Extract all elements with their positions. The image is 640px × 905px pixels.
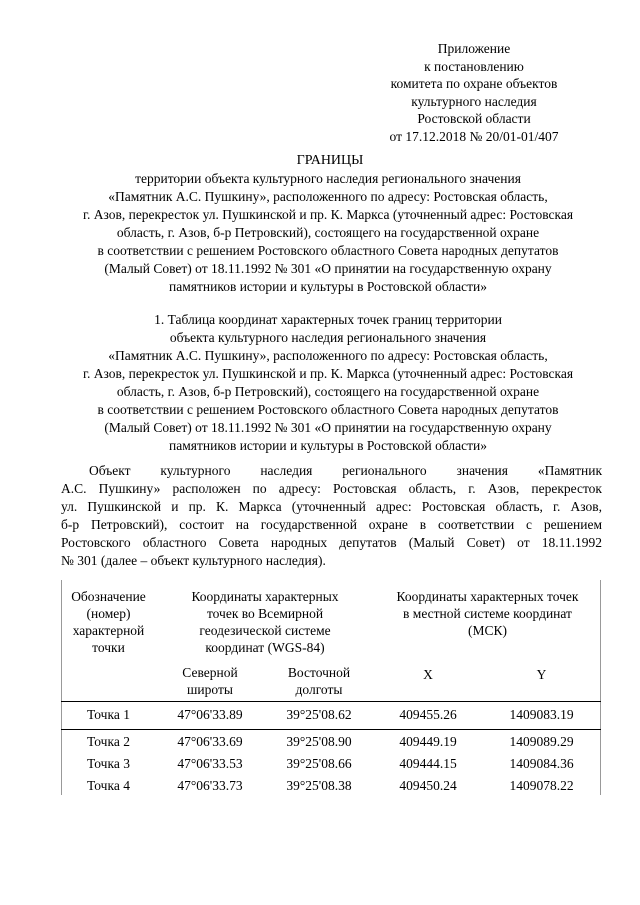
document-title: ГРАНИЦЫ xyxy=(296,153,364,168)
section-line: памятников истории и культуры в Ростовской области» xyxy=(169,438,487,453)
section-heading xyxy=(48,311,608,455)
point-name: Точка 2 xyxy=(87,734,130,749)
subtitle-line: г. Азов, перекресток ул. Пушкинской и пр. К. Маркса (уточненный адрес: Ростовская xyxy=(82,207,574,222)
subtitle-line: территории объекта культурного наследия регионального значения xyxy=(135,171,521,186)
north-latitude: 47°06'33.69 xyxy=(177,734,243,749)
appendix-line: Ростовской области xyxy=(417,111,531,126)
msk-y: 1409078.22 xyxy=(509,778,574,793)
paragraph-line: Ростовского областного Совета народных депутатов (Малый Совет) от 18.11.1992 xyxy=(61,535,602,550)
msk-y: 1409089.29 xyxy=(509,734,574,749)
appendix-line: к постановлению xyxy=(424,58,524,74)
subheader-north: Северной широты xyxy=(182,665,238,697)
appendix-line: культурного наследия xyxy=(411,93,537,109)
msk-y: 1409083.19 xyxy=(509,707,574,722)
document-subtitle xyxy=(48,170,608,296)
msk-x: 409455.26 xyxy=(399,707,457,722)
point-name: Точка 3 xyxy=(87,756,130,771)
body-paragraph xyxy=(61,462,602,570)
appendix-line: Приложение xyxy=(437,41,511,56)
subtitle-line: памятников истории и культуры в Ростовской области» xyxy=(169,279,487,294)
appendix-line: комитета по охране объектов xyxy=(390,76,558,91)
point-name: Точка 4 xyxy=(87,778,130,793)
header-divider xyxy=(61,701,601,702)
appendix-line: от 17.12.2018 № 20/01-01/407 xyxy=(389,128,559,144)
subtitle-line: в соответствии с решением Ростовского областного Совета народных депутатов xyxy=(97,243,559,258)
msk-x: 409450.24 xyxy=(399,778,457,793)
subheader-east: Восточной долготы xyxy=(287,665,351,697)
paragraph-line: Объект культурного наследия регионального значения «Памятник xyxy=(89,463,602,478)
section-line: г. Азов, перекресток ул. Пушкинской и пр. К. Маркса (уточненный адрес: Ростовская xyxy=(82,366,574,381)
section-line: в соответствии с решением Ростовского областного Совета народных депутатов xyxy=(97,402,559,417)
paragraph-line: А.С. Пушкину» расположен по адресу: Ростовская область, г. Азов, перекресток xyxy=(61,481,602,496)
subtitle-line: область, г. Азов, б-р Петровский), состоящего на государственной охране xyxy=(116,225,540,240)
section-line: объекта культурного наследия регионального значения xyxy=(169,330,487,345)
point-name: Точка 1 xyxy=(87,707,130,722)
east-longitude: 39°25'08.66 xyxy=(286,756,352,771)
north-latitude: 47°06'33.73 xyxy=(177,778,243,793)
row-divider xyxy=(61,729,601,730)
coordinates-table xyxy=(61,580,601,795)
header-wgs84: Координаты характерных точек во Всемирной геодезической системе координат (WGS-84) xyxy=(191,589,339,655)
msk-x: 409444.15 xyxy=(399,756,457,771)
subheader-y: Y xyxy=(536,667,547,682)
subtitle-line: (Малый Совет) от 18.11.1992 № 301 «О принятии на государственную охрану xyxy=(104,261,552,276)
section-line: 1. Таблица координат характерных точек границ территории xyxy=(154,312,502,327)
header-point-name: Обозначение (номер) характерной точки xyxy=(71,589,146,655)
east-longitude: 39°25'08.90 xyxy=(286,734,352,749)
north-latitude: 47°06'33.89 xyxy=(177,707,243,722)
header-msk: Координаты характерных точек в местной системе координат (МСК) xyxy=(396,589,579,638)
subtitle-line: «Памятник А.С. Пушкину», расположенного по адресу: Ростовская область, xyxy=(108,189,548,204)
subheader-x: X xyxy=(423,667,433,682)
msk-y: 1409084.36 xyxy=(509,756,574,771)
appendix-header xyxy=(344,40,604,145)
north-latitude: 47°06'33.53 xyxy=(177,756,243,771)
section-line: «Памятник А.С. Пушкину», расположенного по адресу: Ростовская область, xyxy=(108,348,548,363)
paragraph-line: б-р Петровский), состоит на государственной охране в соответствии с решением xyxy=(61,517,602,532)
east-longitude: 39°25'08.38 xyxy=(286,778,352,793)
paragraph-line: № 301 (далее – объект культурного наследия). xyxy=(61,553,326,568)
east-longitude: 39°25'08.62 xyxy=(286,707,352,722)
paragraph-line: ул. Пушкинской и пр. К. Маркса (уточненный адрес: Ростовская область, г. Азов, xyxy=(61,499,602,514)
section-line: область, г. Азов, б-р Петровский), состоящего на государственной охране xyxy=(116,384,540,399)
msk-x: 409449.19 xyxy=(399,734,457,749)
section-line: (Малый Совет) от 18.11.1992 № 301 «О принятии на государственную охрану xyxy=(104,420,552,435)
